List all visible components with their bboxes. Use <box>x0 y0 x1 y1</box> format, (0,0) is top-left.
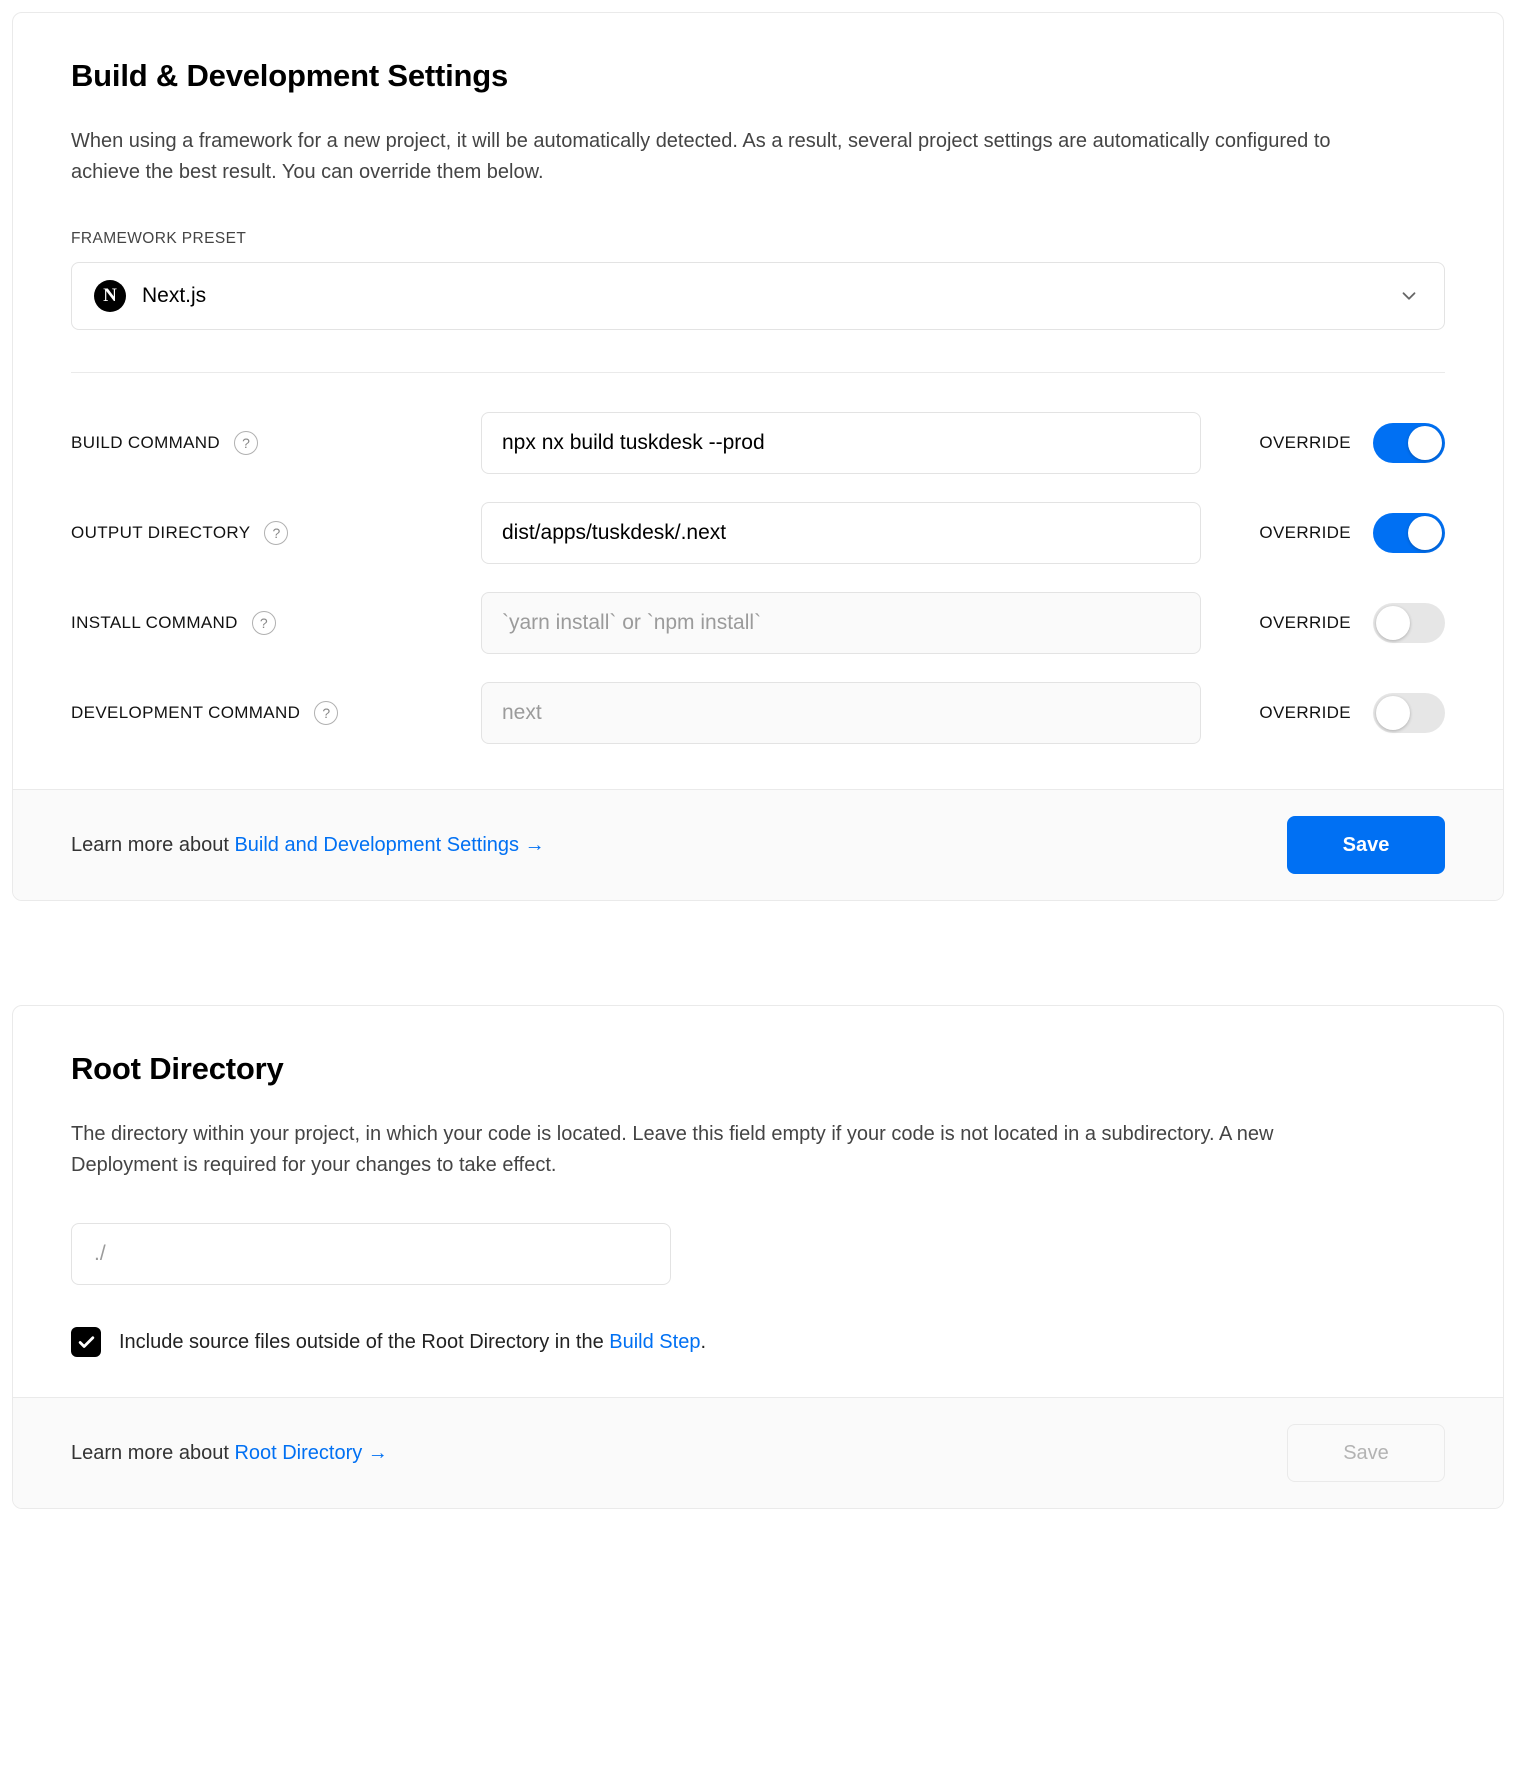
nextjs-logo-icon: N <box>94 280 126 312</box>
root-directory-card <box>12 1005 1504 1509</box>
root-directory-footer <box>13 1397 1503 1508</box>
install-command-input-wrap <box>481 592 1201 654</box>
output-directory-override-toggle[interactable] <box>1373 513 1445 553</box>
include-source-files-text-before: Include source files outside of the Root Directory in the <box>119 1330 610 1353</box>
framework-preset-value-group <box>94 280 206 312</box>
root-directory-body <box>13 1006 1503 1397</box>
build-settings-footer <box>13 789 1503 900</box>
root-directory-learn-link[interactable]: Root Directory → <box>234 1441 388 1464</box>
framework-preset-value: Next.js <box>142 284 207 308</box>
framework-preset-label: FRAMEWORK PRESET <box>71 230 247 248</box>
output-directory-input[interactable] <box>481 502 1201 564</box>
root-directory-save-button[interactable]: Save <box>1287 1424 1445 1482</box>
root-directory-input[interactable] <box>71 1223 671 1285</box>
build-settings-card <box>12 12 1504 901</box>
development-command-label-group <box>71 701 481 725</box>
install-command-override-label: OVERRIDE <box>1259 613 1351 633</box>
root-directory-title: Root Directory <box>71 1051 284 1087</box>
development-command-row <box>71 677 1445 749</box>
output-directory-label: OUTPUT DIRECTORY <box>71 523 251 543</box>
chevron-down-icon <box>1398 285 1420 307</box>
install-command-label: INSTALL COMMAND <box>71 613 238 633</box>
development-command-override-label: OVERRIDE <box>1259 703 1351 723</box>
development-command-override-toggle[interactable] <box>1373 693 1445 733</box>
build-command-override-label: OVERRIDE <box>1259 433 1351 453</box>
install-command-override-group <box>1201 603 1445 643</box>
include-source-files-label <box>119 1331 706 1354</box>
development-command-input-wrap <box>481 682 1201 744</box>
install-command-input[interactable] <box>481 592 1201 654</box>
development-command-input[interactable] <box>481 682 1201 744</box>
output-directory-override-group <box>1201 513 1445 553</box>
build-settings-save-button[interactable]: Save <box>1287 816 1445 874</box>
build-command-override-toggle[interactable] <box>1373 423 1445 463</box>
build-step-link[interactable]: Build Step <box>609 1330 701 1353</box>
include-source-files-checkbox[interactable] <box>71 1327 101 1357</box>
root-directory-learn-more <box>71 1442 388 1465</box>
build-settings-learn-prefix: Learn more about <box>71 833 235 856</box>
output-directory-input-wrap <box>481 502 1201 564</box>
include-source-files-text-after: . <box>700 1330 706 1353</box>
root-directory-description: The directory within your project, in which your code is located. Leave this field empty if your code is not located in a subdirectory. A new Deployment is required for your changes to take effect. <box>71 1123 1274 1177</box>
build-command-label: BUILD COMMAND <box>71 433 221 453</box>
page-title: Build & Development Settings <box>71 58 509 93</box>
build-settings-learn-more <box>71 834 545 857</box>
build-command-input[interactable] <box>481 412 1201 474</box>
build-settings-description: When using a framework for a new project, it will be automatically detected. As a result, several project settings are automatically configured to achieve the best result. You can override them below. <box>71 130 1331 184</box>
help-circle-icon[interactable]: ? <box>234 431 258 455</box>
build-command-override-group <box>1201 423 1445 463</box>
root-directory-learn-prefix: Learn more about <box>71 1441 235 1464</box>
section-divider <box>71 372 1445 373</box>
output-directory-row <box>71 497 1445 569</box>
install-command-override-toggle[interactable] <box>1373 603 1445 643</box>
install-command-label-group <box>71 611 481 635</box>
framework-preset-select[interactable] <box>71 262 1445 330</box>
output-directory-override-label: OVERRIDE <box>1259 523 1351 543</box>
include-source-files-row <box>71 1327 1445 1357</box>
install-command-row <box>71 587 1445 659</box>
build-settings-body <box>13 13 1503 789</box>
help-circle-icon[interactable]: ? <box>264 521 288 545</box>
help-circle-icon[interactable]: ? <box>252 611 276 635</box>
build-command-row <box>71 407 1445 479</box>
help-circle-icon[interactable]: ? <box>314 701 338 725</box>
card-spacer <box>12 901 1504 1005</box>
build-command-label-group <box>71 431 481 455</box>
development-command-label: DEVELOPMENT COMMAND <box>71 703 301 723</box>
build-settings-learn-link[interactable]: Build and Development Settings → <box>234 833 545 856</box>
development-command-override-group <box>1201 693 1445 733</box>
build-command-input-wrap <box>481 412 1201 474</box>
output-directory-label-group <box>71 521 481 545</box>
